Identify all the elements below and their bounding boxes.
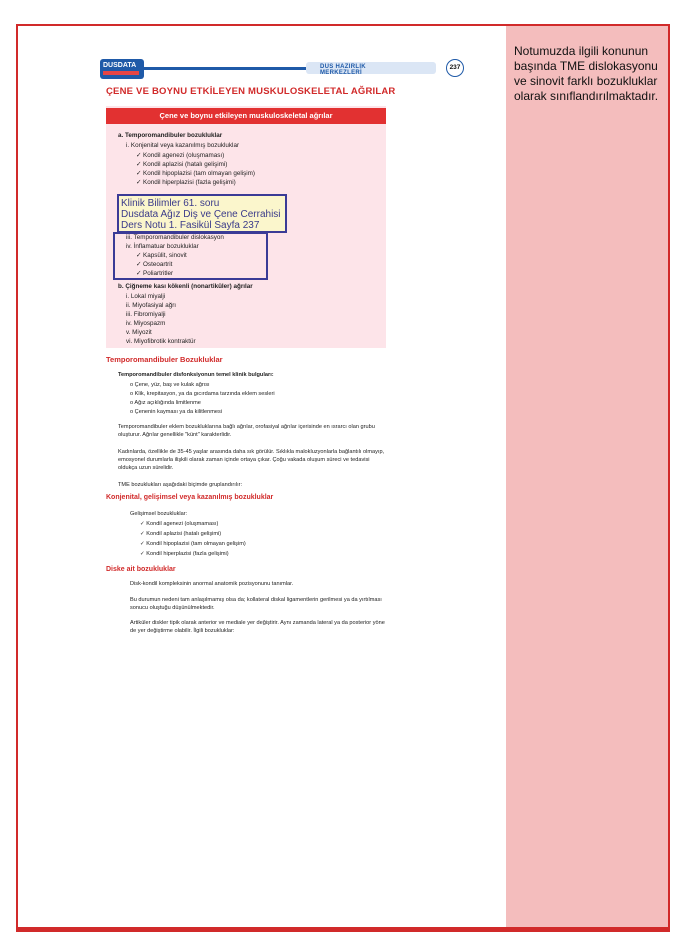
section-subtitle: Temporomandibuler disfonksiyonun temel klinik bulguları:	[118, 372, 274, 378]
list-item: o Ağız açıklığında limitlenme	[130, 400, 201, 406]
table-a-i-item: ✓ Kondil aplazisi (hatalı gelişimi)	[136, 161, 228, 168]
table-b-item: ii. Miyofasiyal ağrı	[126, 302, 177, 309]
table-b-item: vi. Miyofibrotik kontraktür	[126, 338, 196, 345]
table-a-i-item: ✓ Kondil hiperplazisi (fazla gelişimi)	[136, 179, 236, 186]
side-note: Notumuzda ilgili konunun başında TME dislokasyonu ve sinovit farklı bozukluklar olarak sınıflandırılmaktadır.	[514, 44, 659, 103]
table-b-item: i. Lokal miyalji	[126, 293, 166, 300]
paragraph: TME bozuklukları aşağıdaki biçimde gruplandırılır:	[118, 482, 243, 488]
table-a-i-item: ✓ Kondil agenezi (oluşmaması)	[136, 152, 225, 159]
clinic-note-line: Klinik Bilimler 61. soru	[121, 198, 220, 209]
table-b-item: iii. Fibromiyalji	[126, 311, 166, 318]
paragraph: Bu durumun nedeni tam anlaşılmamış olsa da; kollateral diskal ligamentlerin gerilmesi ya da yırtılması sonucu oluştuğu düşünülmektedir.	[130, 597, 382, 612]
clinic-note-line: Dusdata Ağız Diş ve Çene Cerrahisi	[121, 209, 281, 220]
paragraph: Disk-kondil kompleksinin anormal anatomik pozisyonunu tanımlar.	[130, 581, 294, 587]
header-title: DUS HAZIRLIK MERKEZLERİ	[320, 64, 366, 76]
note-panel	[506, 26, 668, 927]
table-a-iii: iii. Temporomandibuler dislokasyon	[126, 234, 224, 241]
table-a-iv-item: ✓ Osteoartrit	[136, 261, 173, 268]
page-header	[96, 56, 461, 82]
section-title: Konjenital, gelişimsel veya kazanılmış bozukluklar	[106, 494, 274, 501]
main-title: ÇENE VE BOYNU ETKİLEYEN MUSKULOSKELETAL AĞRILAR	[106, 86, 396, 97]
table-a-i: i. Konjenital veya kazanılmış bozukluklar	[126, 142, 240, 149]
table-a-iv-item: ✓ Poliartritler	[136, 270, 174, 277]
table-b-item: v. Miyozit	[126, 329, 152, 336]
list-item: ✓ Kondil hiperplazisi (fazla gelişimi)	[140, 551, 229, 557]
list-item: o Çene, yüz, baş ve kulak ağrısı	[130, 382, 210, 388]
page-number: 237	[446, 59, 464, 77]
clinic-note	[117, 194, 287, 233]
paragraph: Kadınlarda, özellikle de 35-45 yaşlar arasında daha sık görülür. Sıklıkla malokluzyonlarla bağlantılı olmayıp, emosyonel durumlarla ilişkili olarak zaman içinde ortaya çıkar. Çoğu vakada oluşum süreci ve tedavisi oldukça uzun sürelidir.	[118, 449, 385, 472]
table-a-i-item: ✓ Kondil hipoplazisi (tam olmayan gelişim)	[136, 170, 256, 177]
table-b: b. Çiğneme kası kökenli (nonartiküler) ağrılar	[118, 283, 253, 290]
table-a: a. Temporomandibuler bozukluklar	[118, 132, 223, 139]
section-title: Diske ait bozukluklar	[106, 566, 176, 573]
paragraph: Temporomandibuler eklem bozukluklarına bağlı ağrılar, orofasiyal ağrılar içerisinde en ısrarcı olan grubu oluşturur. Ağrılar genellikle "künt" karakterlidir.	[118, 424, 375, 439]
section-title: Temporomandibuler Bozukluklar	[106, 355, 223, 364]
table-a-iv-item: ✓ Kapsülit, sinovit	[136, 252, 187, 259]
paragraph: Artiküler diskler tipik olarak anterior ve mediale yer değiştirir. Aynı zamanda lateral ya da posterior yöne de yer değiştirme olabilir. İlgili bozukluklar:	[130, 620, 385, 635]
clinic-note-line: Ders Notu 1. Fasikül Sayfa 237	[121, 220, 260, 231]
table-a-iv: iv. İnflamatuar bozukluklar	[126, 243, 199, 250]
table-b-item: iv. Miyospazm	[126, 320, 166, 327]
paragraph: Gelişimsel bozukluklar:	[130, 511, 188, 517]
list-item: o Klik, krepitasyon, ya da gıcırdama tarzında eklem sesleri	[130, 391, 275, 397]
list-item: ✓ Kondil aplazisi (hatalı gelişimi)	[140, 531, 222, 537]
dusdata-logo: DUSDATA	[100, 59, 144, 79]
list-item: ✓ Kondil hipoplazisi (tam olmayan gelişim)	[140, 541, 246, 547]
list-item: ✓ Kondil agenezi (oluşmaması)	[140, 521, 219, 527]
list-item: o Çenenin kayması ya da kilitlenmesi	[130, 409, 223, 415]
table-title-bar: Çene ve boynu etkileyen muskuloskeletal ağrılar	[106, 108, 386, 124]
